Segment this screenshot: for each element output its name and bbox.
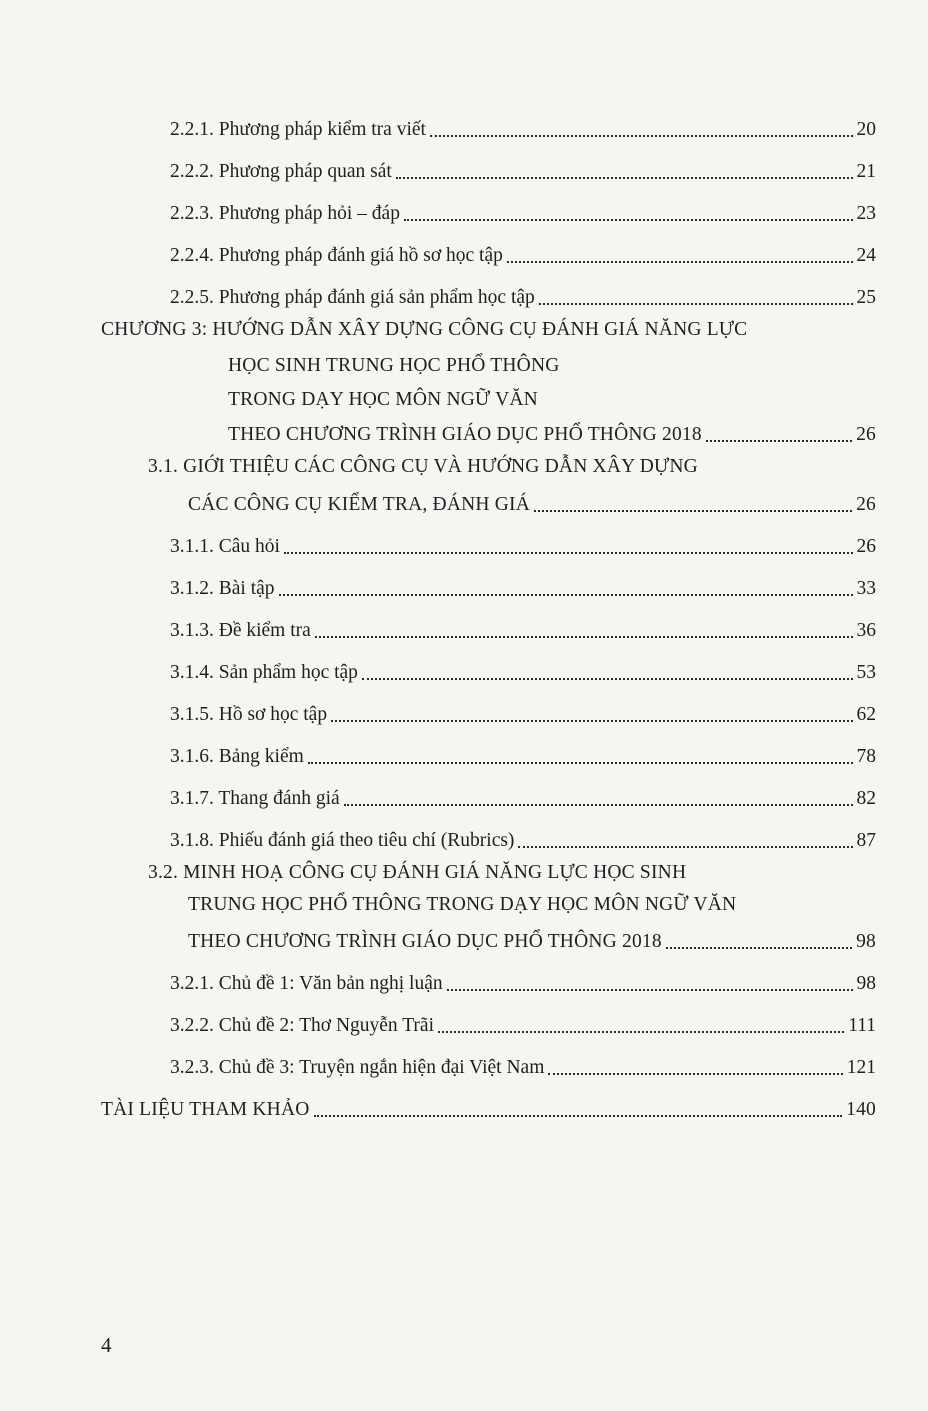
chapter-heading [101, 318, 876, 352]
toc-entry-page: 23 [856, 203, 876, 224]
dot-leader [284, 552, 853, 554]
toc-entry [188, 483, 876, 517]
dot-leader [279, 594, 853, 596]
dot-leader [666, 947, 852, 949]
toc-entry-title: CÁC CÔNG CỤ KIỂM TRA, ĐÁNH GIÁ [188, 494, 531, 515]
toc-entry-page: 98 [856, 931, 876, 952]
toc-entry-page: 121 [846, 1057, 876, 1078]
toc-entry-title: 3.1.1. Câu hỏi [170, 536, 280, 557]
toc-entry-title: THEO CHƯƠNG TRÌNH GIÁO DỤC PHỔ THÔNG 2018 [228, 424, 702, 445]
toc-entry-page: 25 [856, 287, 876, 308]
toc-entry [170, 1046, 876, 1080]
toc-entry-title: 3.2.3. Chủ đề 3: Truyện ngắn hiện đại Việt Nam [170, 1057, 545, 1078]
toc-entry [170, 567, 876, 601]
dot-leader [548, 1073, 842, 1075]
dot-leader [404, 219, 853, 221]
dot-leader [430, 135, 853, 137]
toc-entry-page: 26 [856, 494, 876, 515]
dot-leader [447, 989, 853, 991]
toc-entry-page: 111 [848, 1015, 876, 1036]
toc-entry-title: 3.2.2. Chủ đề 2: Thơ Nguyễn Trãi [170, 1015, 435, 1036]
toc-entry-page: 33 [856, 578, 876, 599]
toc-entry [170, 735, 876, 769]
toc-entry [188, 920, 876, 954]
toc-entry-page: 20 [856, 119, 876, 140]
dot-leader [315, 636, 853, 638]
toc-entry [228, 413, 876, 447]
dot-leader [308, 762, 853, 764]
toc-entry [170, 819, 876, 853]
toc-entry-title: 2.2.4. Phương pháp đánh giá hồ sơ học tập [170, 245, 503, 266]
toc-entry-title: 3.1.8. Phiếu đánh giá theo tiêu chí (Rubrics) [170, 830, 515, 851]
toc-entry-title: 3.2.1. Chủ đề 1: Văn bản nghị luận [170, 973, 443, 994]
toc-entry [170, 962, 876, 996]
toc-entry-title: 3.1. GIỚI THIỆU CÁC CÔNG CỤ VÀ HƯỚNG DẪN XÂY DỰNG [148, 456, 698, 477]
toc-entry-page: 21 [856, 161, 876, 182]
dot-leader [706, 440, 852, 442]
dot-leader [396, 177, 853, 179]
toc-entry [170, 192, 876, 226]
toc-entry-page: 140 [846, 1099, 876, 1120]
dot-leader [362, 678, 853, 680]
toc-entry-page: 53 [856, 662, 876, 683]
toc-entry-title: 3.1.7. Thang đánh giá [170, 788, 340, 809]
dot-leader [518, 846, 852, 848]
toc-entry [170, 609, 876, 643]
toc-entry-title: 2.2.5. Phương pháp đánh giá sản phẩm học tập [170, 287, 535, 308]
toc-entry-title: 2.2.2. Phương pháp quan sát [170, 161, 392, 182]
toc-entry-title: TÀI LIỆU THAM KHẢO [101, 1099, 310, 1120]
toc-entry-page: 62 [856, 704, 876, 725]
toc-entry-page: 36 [856, 620, 876, 641]
toc-entry [170, 777, 876, 811]
toc-entry-title: 3.1.6. Bảng kiểm [170, 746, 304, 767]
chapter-heading-line [228, 354, 876, 388]
dot-leader [331, 720, 852, 722]
dot-leader [507, 261, 853, 263]
toc-entry-title: 3.1.3. Đề kiểm tra [170, 620, 311, 641]
dot-leader [314, 1115, 843, 1117]
toc-entry-page: 82 [856, 788, 876, 809]
toc-entry-page: 98 [856, 973, 876, 994]
toc-entry-page: 87 [856, 830, 876, 851]
dot-leader [344, 804, 853, 806]
toc-entry-title: THEO CHƯƠNG TRÌNH GIÁO DỤC PHỔ THÔNG 2018 [188, 931, 662, 952]
toc-entry [170, 276, 876, 310]
toc-entry-title: 3.1.5. Hồ sơ học tập [170, 704, 328, 725]
toc-entry-title: 2.2.1. Phương pháp kiểm tra viết [170, 119, 426, 140]
toc-entry-title: 3.1.4. Sản phẩm học tập [170, 662, 358, 683]
toc-entry-page: 78 [856, 746, 876, 767]
dot-leader [534, 510, 852, 512]
toc-entry [170, 525, 876, 559]
section-heading [148, 861, 876, 895]
toc-entry [101, 1088, 876, 1122]
toc-entry [170, 108, 876, 142]
page-number: 4 [101, 1333, 112, 1357]
toc-entry-title: CHƯƠNG 3: HƯỚNG DẪN XÂY DỰNG CÔNG CỤ ĐÁNH GIÁ NĂNG LỰC [101, 319, 748, 340]
toc-entry-page: 26 [856, 536, 876, 557]
toc-entry-page: 24 [856, 245, 876, 266]
toc-entry [170, 693, 876, 727]
toc-entry-page: 26 [856, 424, 876, 445]
toc-entry [170, 1004, 876, 1038]
toc-entry [170, 234, 876, 268]
toc-entry-title: 3.2. MINH HOẠ CÔNG CỤ ĐÁNH GIÁ NĂNG LỰC HỌC SINH [148, 862, 687, 883]
toc-entry [170, 150, 876, 184]
dot-leader [539, 303, 853, 305]
toc-entry-title: TRONG DẠY HỌC MÔN NGỮ VĂN [228, 389, 538, 410]
toc-entry [170, 651, 876, 685]
toc-entry-title: 3.1.2. Bài tập [170, 578, 275, 599]
toc-entry-title: HỌC SINH TRUNG HỌC PHỔ THÔNG [228, 355, 560, 376]
dot-leader [438, 1031, 844, 1033]
toc-entry-title: 2.2.3. Phương pháp hỏi – đáp [170, 203, 400, 224]
toc-entry-title: TRUNG HỌC PHỔ THÔNG TRONG DẠY HỌC MÔN NGỮ VĂN [188, 894, 737, 915]
